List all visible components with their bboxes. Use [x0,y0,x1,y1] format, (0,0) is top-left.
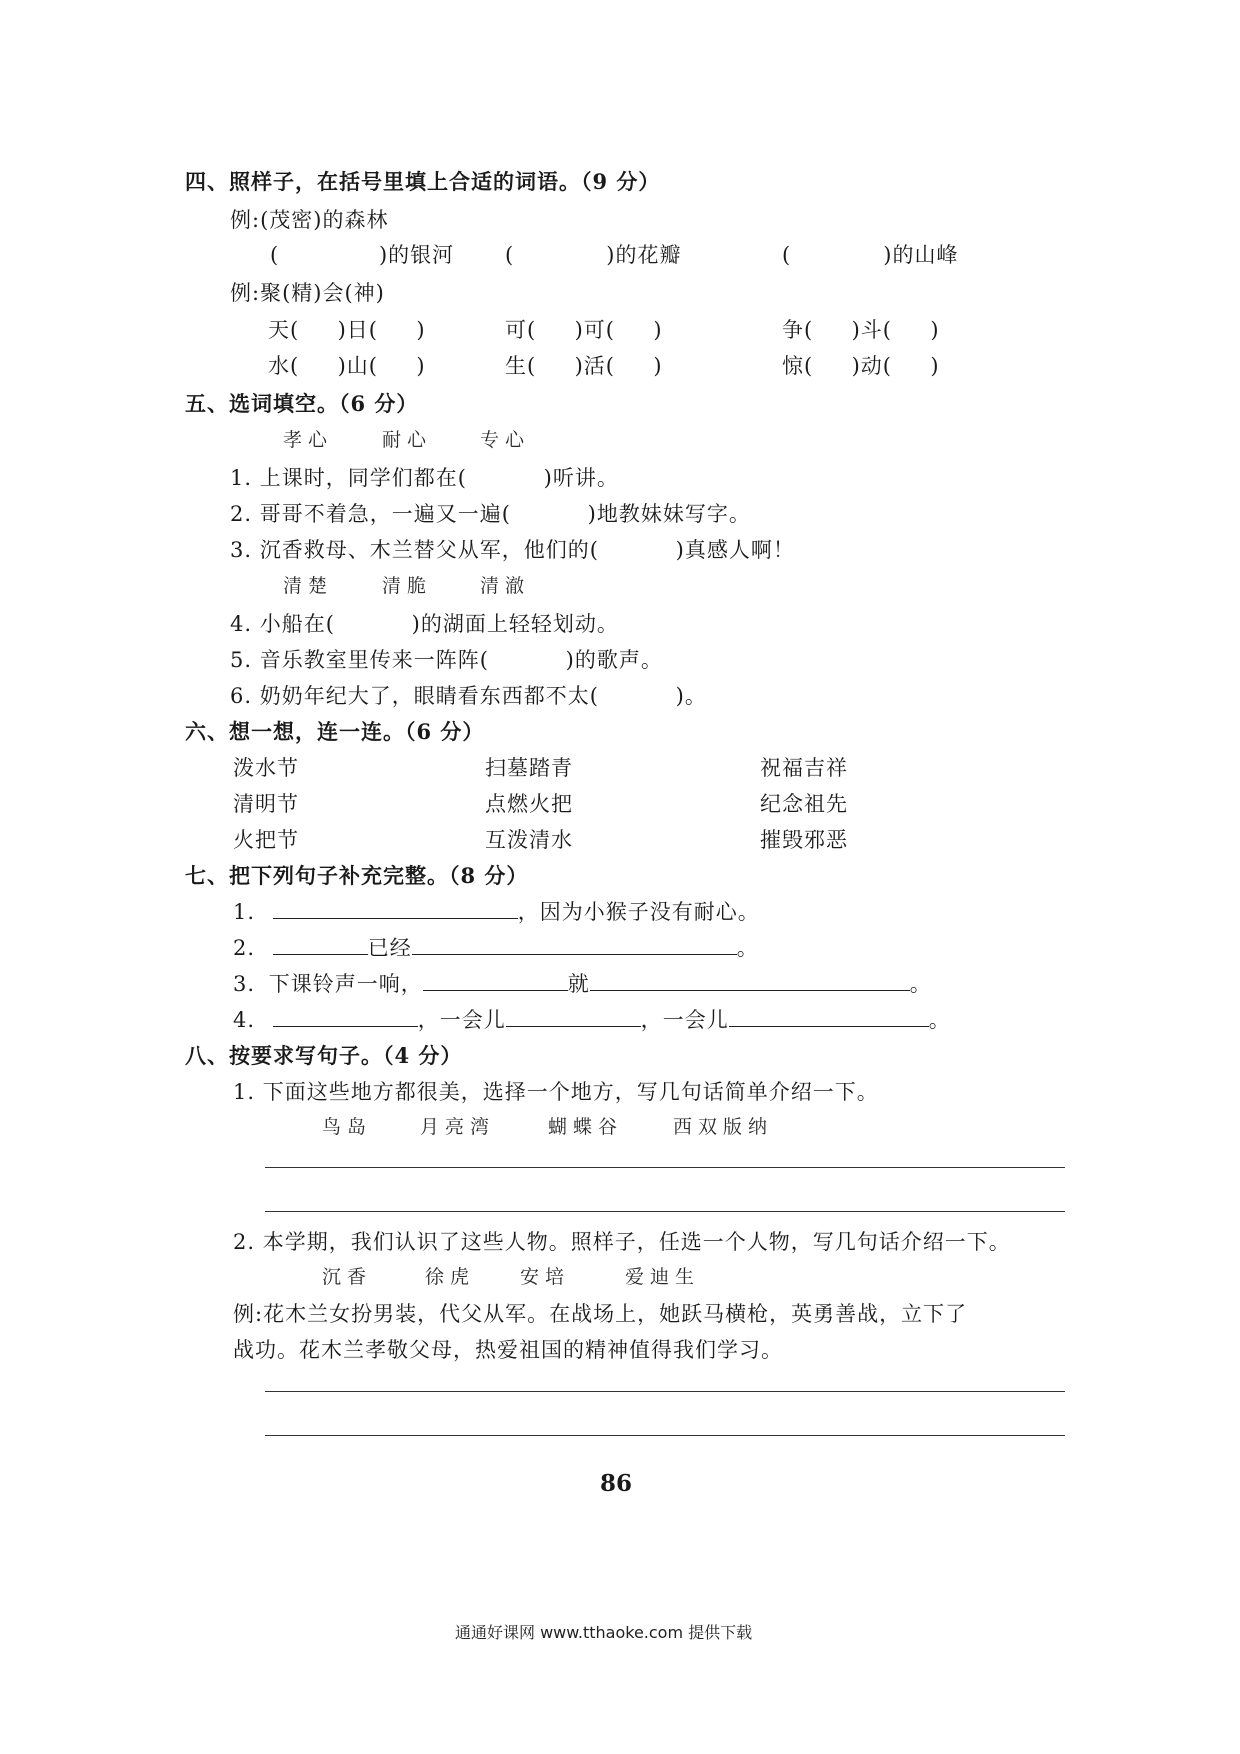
footer-download-note: 通通好课网 www.tthaoke.com 提供下载 [455,1623,753,1642]
s4-example-1: 例:(茂密)的森林 [230,208,389,232]
s7-text-4c: 。 [928,1008,951,1032]
s7-text-2a: 已经 [367,936,412,960]
s7-blank-2a[interactable] [273,934,368,955]
s5-question-4: 4. 小船在( )的湖面上轻轻划动。 [230,612,619,636]
s4-row3-item1: 水( )山( ) [268,354,426,378]
s8-person-1: 沉香 [322,1266,373,1288]
section-7-heading: 七、把下列句子补充完整。（8 分） [185,863,529,888]
s5-word-1: 孝心 [283,429,334,451]
page-number: 86 [600,1470,633,1497]
s7-num-1: 1. [233,900,256,924]
s6-activity-1: 扫墓踏青 [485,756,573,780]
s8-person-2: 徐虎 [425,1266,476,1288]
s7-blank-4c[interactable] [729,1006,929,1027]
s7-text-4b: ，一会儿 [640,1008,729,1032]
s6-festival-2: 清明节 [233,792,299,816]
s7-text-1a: ，因为小猴子没有耐心。 [517,900,760,924]
section-5-heading: 五、选词填空。（6 分） [185,391,419,416]
s6-activity-3: 互泼清水 [485,828,573,852]
s7-text-3b: 就 [567,972,590,996]
s6-meaning-1: 祝福吉祥 [760,756,848,780]
section-6-heading: 六、想一想，连一连。（6 分） [185,719,485,744]
s4-example-2: 例:聚(精)会(神) [230,281,385,305]
s4-row2-item1: 天( )日( ) [268,318,426,342]
s8-place-4: 西双版纳 [673,1116,774,1138]
s6-meaning-3: 摧毁邪恶 [760,828,848,852]
s7-line-2 [233,932,759,962]
s7-blank-4a[interactable] [273,1006,418,1027]
s8-answer-line-4[interactable] [265,1435,1065,1436]
s7-blank-3a[interactable] [423,970,568,991]
s4-row1-item2: ( )的花瓣 [505,243,682,267]
s7-blank-2b[interactable] [412,934,737,955]
s4-row2-item3: 争( )斗( ) [782,318,940,342]
s8-person-4: 爱迪生 [625,1266,701,1288]
s4-row2-item2: 可( )可( ) [505,318,663,342]
s6-activity-2: 点燃火把 [485,792,573,816]
s4-row1-item1: ( )的银河 [270,243,455,267]
s7-line-4 [233,1004,951,1034]
s7-text-3a: 下课铃声一响， [268,972,423,996]
s7-blank-3b[interactable] [590,970,910,991]
s8-place-3: 蝴蝶谷 [548,1116,624,1138]
s5-word-6: 清澈 [480,575,531,597]
s8-question-1: 1. 下面这些地方都很美，选择一个地方，写几句话简单介绍一下。 [233,1080,879,1104]
s8-example-line-2: 战功。花木兰孝敬父母，热爱祖国的精神值得我们学习。 [233,1338,783,1362]
s8-answer-line-3[interactable] [265,1391,1065,1392]
s7-blank-4b[interactable] [506,1006,641,1027]
s5-word-3: 专心 [480,429,531,451]
s5-word-2: 耐心 [382,429,433,451]
section-4-heading: 四、照样子，在括号里填上合适的词语。（9 分） [185,169,661,194]
s6-meaning-2: 纪念祖先 [760,792,848,816]
s7-line-1 [233,896,760,926]
s7-num-4: 4. [233,1008,256,1032]
s4-row3-item2: 生( )活( ) [505,354,663,378]
s7-text-3c: 。 [909,972,932,996]
s7-text-4a: ，一会儿 [417,1008,506,1032]
s5-question-2: 2. 哥哥不着急，一遍又一遍( )地教妹妹写字。 [230,502,751,526]
s8-answer-line-2[interactable] [265,1211,1065,1212]
s8-place-1: 鸟岛 [322,1116,373,1138]
s5-word-5: 清脆 [382,575,433,597]
s4-row1-item3: ( )的山峰 [782,243,959,267]
s5-question-3: 3. 沉香救母、木兰替父从军，他们的( )真感人啊！ [230,538,795,562]
s7-text-2b: 。 [736,936,759,960]
s8-question-2: 2. 本学期，我们认识了这些人物。照样子，任选一个人物，写几句话介绍一下。 [233,1230,1011,1254]
s7-line-3 [233,968,932,998]
s6-festival-3: 火把节 [233,828,299,852]
s8-answer-line-1[interactable] [265,1167,1065,1168]
s4-row3-item3: 惊( )动( ) [782,354,940,378]
s7-num-2: 2. [233,936,256,960]
s7-num-3: 3. [233,972,256,996]
s7-blank-1[interactable] [273,898,518,919]
s5-question-1: 1. 上课时，同学们都在( )听讲。 [230,466,619,490]
s8-person-3: 安培 [520,1266,571,1288]
s5-question-5: 5. 音乐教室里传来一阵阵( )的歌声。 [230,648,663,672]
s6-festival-1: 泼水节 [233,756,299,780]
s8-place-2: 月亮湾 [420,1116,496,1138]
s8-example-line-1: 例:花木兰女扮男装，代父从军。在战场上，她跃马横枪，英勇善战，立下了 [233,1302,968,1326]
section-8-heading: 八、按要求写句子。（4 分） [185,1043,463,1068]
s5-word-4: 清楚 [283,575,334,597]
s5-question-6: 6. 奶奶年纪大了，眼睛看东西都不太( )。 [230,684,707,708]
